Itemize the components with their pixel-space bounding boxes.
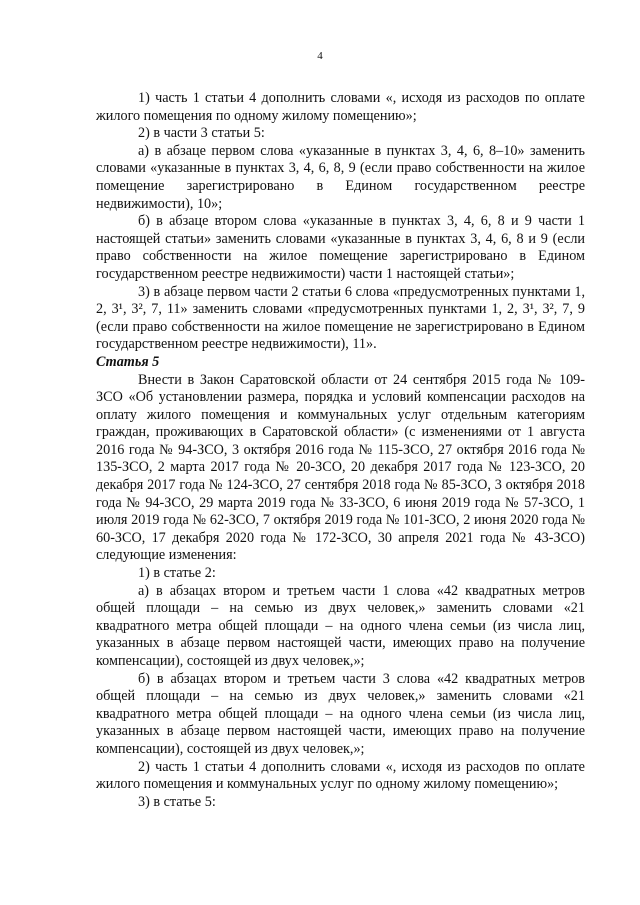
paragraph: 3) в статье 5: (138, 793, 216, 810)
paragraph: Внести в Закон Саратовской области от 24 сентября 2015 года № 109-ЗСО «Об установлении размера, порядка и условий компенсации расходов на оплату жилого помещения и коммунальных услуг отдельным категориям граждан, проживающих в Саратовской области» (с изменениями от 1 августа 2016 года № 94-ЗСО, 3 октября 2016 года № 115-ЗСО, 27 октября 2016 года № 135-ЗСО, 2 марта 2017 года № 20-ЗСО, 20 декабря 2017 года № 123-ЗСО, 20 декабря 2017 года № 124-ЗСО, 27 сентября 2018 года № 85-ЗСО, 3 октября 2018 года № 94-ЗСО, 29 марта 2019 года № 33-ЗСО, 6 июня 2019 года № 57-ЗСО, 1 июля 2019 года № 62-ЗСО, 7 октября 2019 года № 101-ЗСО, 2 июня 2020 года № 60-ЗСО, 17 декабря 2020 года № 172-ЗСО, 30 апреля 2021 года № 43-ЗСО) следующие изменения: (96, 371, 585, 564)
page-number: 4 (317, 50, 323, 62)
paragraph: 1) в статье 2: (138, 565, 216, 582)
paragraph: 2) в части 3 статьи 5: (138, 125, 265, 142)
paragraph: а) в абзацах втором и третьем части 1 слова «42 квадратных метров общей площади – на семью из двух человек,» заменить словами «21 квадратного метра общей площади – на одного члена семьи (из числа лиц, указанных в абзаце первом настоящей части, имеющих право на получение компенсации), состоящей из двух человек,»; (96, 582, 585, 669)
paragraph: 2) часть 1 статьи 4 дополнить словами «, исходя из расходов по оплате жилого помещения и коммунальных услуг по одному жилому помещению»; (96, 758, 585, 793)
paragraph: 3) в абзаце первом части 2 статьи 6 слова «предусмотренных пунктами 1, 2, 3¹, 3², 7, 11» заменить словами «предусмотренных пунктами 1, 2, 3¹, 3², 7, 9 (если право собственности на жилое помещение не зарегистрировано в Едином государственном реестре недвижимости), 11». (96, 283, 585, 353)
paragraph: а) в абзаце первом слова «указанные в пунктах 3, 4, 6, 8–10» заменить словами «указанные в пунктах 3, 4, 6, 8, 9 (если право собственности на жилое помещение зарегистрировано в Едином государственном реестре недвижимости), 10»; (96, 142, 585, 212)
paragraph: 1) часть 1 статьи 4 дополнить словами «, исходя из расходов по оплате жилого помещения по одному жилому помещению»; (96, 90, 585, 124)
article-heading: Статья 5 (96, 353, 160, 370)
paragraph: б) в абзацах втором и третьем части 3 слова «42 квадратных метров общей площади – на семью из двух человек,» заменить словами «21 квадратного метра общей площади – на одного члена семьи (из числа лиц, указанных в абзаце первом настоящей части, имеющих право на получение компенсации), состоящей из двух человек,»; (96, 670, 585, 757)
document-body (96, 90, 585, 811)
paragraph: б) в абзаце втором слова «указанные в пунктах 3, 4, 6, 8 и 9 части 1 настоящей статьи» заменить словами «указанные в пунктах 3, 4, 6, 8 и 9 (если право собственности на жилое помещение зарегистрировано в Едином государственном реестре недвижимости) части 1 настоящей статьи»; (96, 213, 585, 282)
